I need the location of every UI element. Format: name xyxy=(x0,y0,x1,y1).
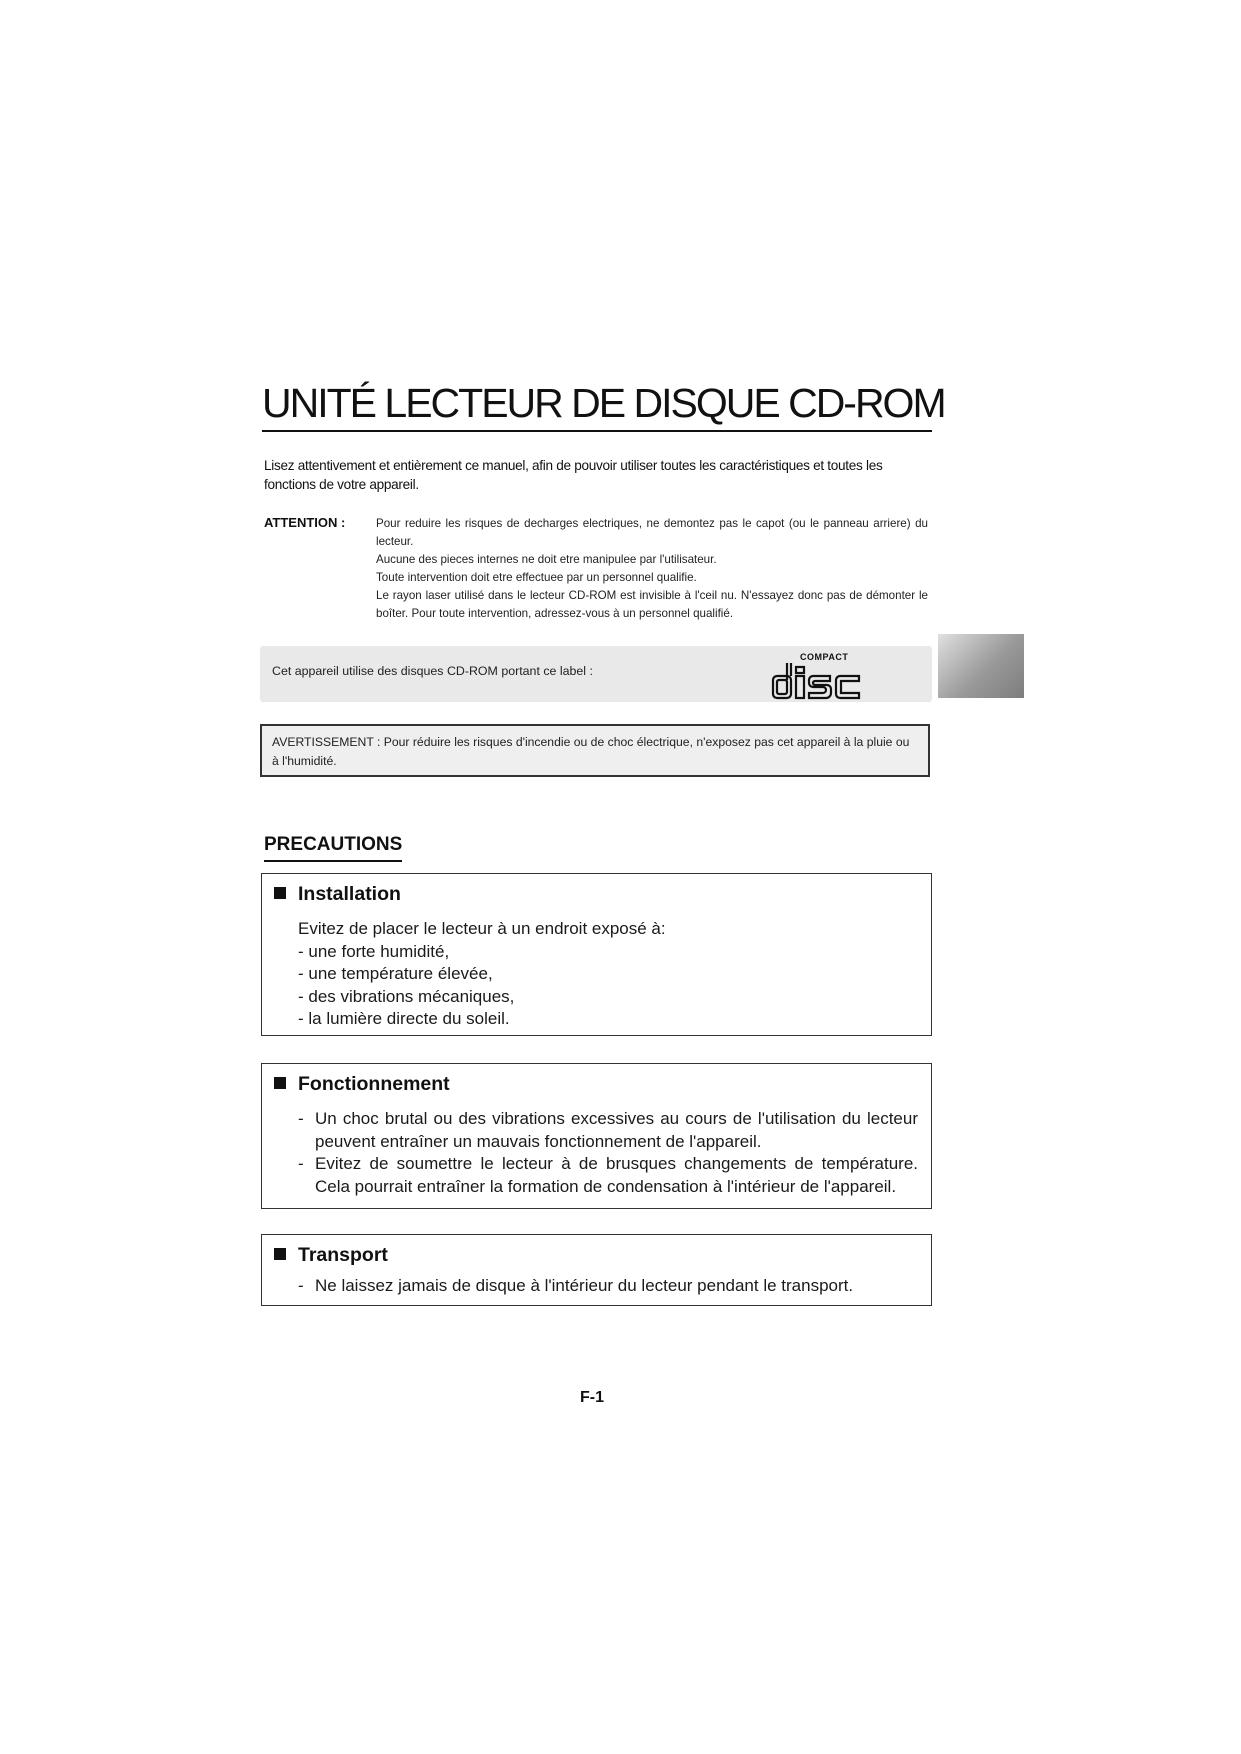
square-bullet-icon xyxy=(274,1077,286,1089)
transport-heading xyxy=(274,1244,388,1267)
attention-label: ATTENTION : xyxy=(264,515,346,530)
attention-line: Pour reduire les risques de decharges electriques, ne demontez pas le capot (ou le panneau arriere) du lecteur. xyxy=(376,517,928,548)
disc-logo-icon xyxy=(770,662,862,700)
square-bullet-icon xyxy=(274,887,286,899)
list-item: - Un choc brutal ou des vibrations excessives au cours de l'utilisation du lecteur peuvent entraîner un mauvais fonctionnement de l'appareil. xyxy=(298,1109,918,1151)
compact-disc-logo-top: COMPACT xyxy=(800,652,849,662)
transport-box xyxy=(261,1234,932,1306)
chapter-tab-marker xyxy=(938,634,1024,698)
intro-paragraph: Lisez attentivement et entièrement ce manuel, afin de pouvoir utiliser toutes les caractéristiques et toutes les fonctions de votre appareil. xyxy=(264,458,883,492)
list-item: - une forte humidité, xyxy=(298,941,450,961)
square-bullet-icon xyxy=(274,1248,286,1260)
fonctionnement-box xyxy=(261,1063,932,1209)
disc-notice-text: Cet appareil utilise des disques CD-ROM portant ce label : xyxy=(272,664,593,678)
precautions-heading: PRECAUTIONS xyxy=(264,834,402,862)
list-item: - Evitez de soumettre le lecteur à de brusques changements de température. Cela pourrait entraîner la formation de condensation à l'intérieur de l'appareil. xyxy=(298,1154,918,1196)
fonctionnement-heading xyxy=(274,1073,450,1096)
installation-body xyxy=(298,918,920,1031)
page-title: UNITÉ LECTEUR DE DISQUE CD-ROM xyxy=(262,378,932,432)
page-number: F-1 xyxy=(580,1389,604,1406)
list-item: - des vibrations mécaniques, xyxy=(298,986,515,1006)
installation-box xyxy=(261,873,932,1036)
list-item: - la lumière directe du soleil. xyxy=(298,1009,510,1028)
transport-body xyxy=(298,1275,918,1298)
fonctionnement-body xyxy=(298,1108,918,1198)
installation-heading-label: Installation xyxy=(298,883,401,905)
attention-line: Le rayon laser utilisé dans le lecteur CD-ROM est invisible à l'ceil nu. N'essayez donc pas de démonter le boîter. Pour toute intervention, adressez-vous à un personnel qualifié. xyxy=(376,589,928,620)
attention-line: Aucune des pieces internes ne doit etre manipulee par l'utilisateur. xyxy=(376,553,717,566)
compact-disc-logo xyxy=(770,652,862,700)
attention-text xyxy=(376,515,928,623)
warning-box: AVERTISSEMENT : Pour réduire les risques d'incendie ou de choc électrique, n'exposez pas cet appareil à la pluie ou à l'humidité. xyxy=(260,724,930,777)
list-item: - une température élevée, xyxy=(298,964,493,983)
installation-intro: Evitez de placer le lecteur à un endroit exposé à: xyxy=(298,919,666,938)
installation-heading xyxy=(274,883,401,906)
list-item: - Ne laissez jamais de disque à l'intérieur du lecteur pendant le transport. xyxy=(298,1276,854,1295)
attention-line: Toute intervention doit etre effectuee par un personnel qualifie. xyxy=(376,571,697,584)
transport-heading-label: Transport xyxy=(298,1244,388,1266)
fonctionnement-heading-label: Fonctionnement xyxy=(298,1073,450,1095)
